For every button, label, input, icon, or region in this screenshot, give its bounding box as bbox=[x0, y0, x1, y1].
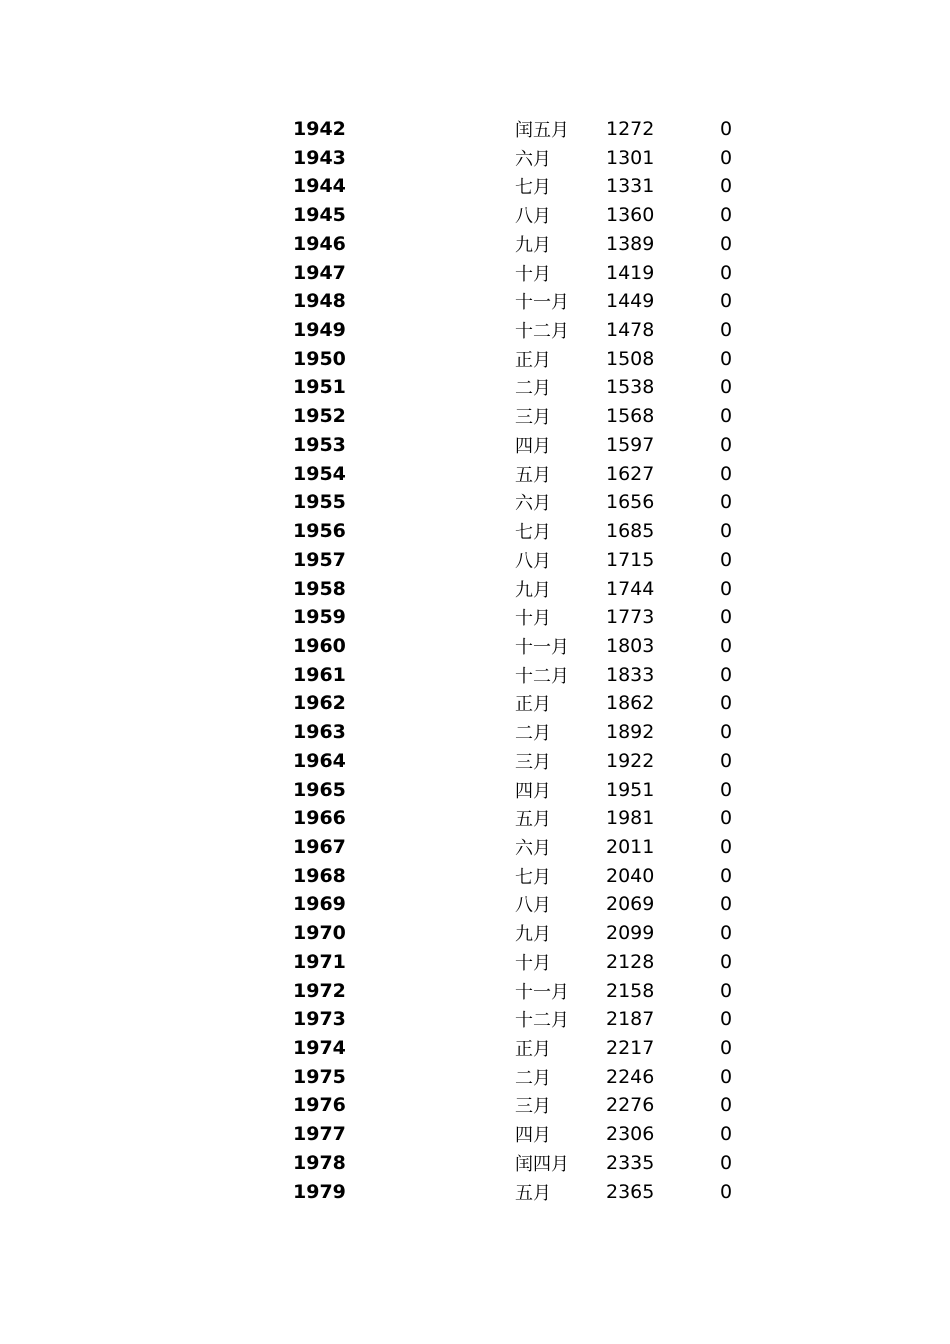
value-cell: 1685 bbox=[606, 520, 655, 543]
year-cell: 1976 bbox=[293, 1094, 346, 1117]
month-cell: 三月 bbox=[515, 1096, 551, 1118]
year-cell: 1956 bbox=[293, 520, 346, 543]
flag-cell: 0 bbox=[720, 118, 733, 140]
month-cell: 八月 bbox=[515, 550, 551, 572]
flag-cell: 0 bbox=[720, 634, 733, 657]
table-row bbox=[0, 919, 950, 948]
value-cell: 1508 bbox=[606, 347, 655, 370]
month-cell: 正月 bbox=[515, 694, 551, 716]
month-cell: 闰五月 bbox=[515, 120, 569, 141]
flag-cell: 0 bbox=[720, 778, 733, 801]
year-cell: 1972 bbox=[293, 979, 346, 1002]
month-cell: 二月 bbox=[515, 1067, 551, 1089]
month-cell: 十一月 bbox=[515, 292, 569, 314]
table-row bbox=[0, 689, 950, 718]
month-cell: 十月 bbox=[515, 263, 551, 285]
table-row bbox=[0, 862, 950, 891]
flag-cell: 0 bbox=[720, 520, 733, 543]
table-row bbox=[0, 747, 950, 776]
year-cell: 1970 bbox=[293, 922, 346, 945]
flag-cell: 0 bbox=[720, 1008, 733, 1031]
flag-cell: 0 bbox=[720, 1180, 733, 1203]
flag-cell: 0 bbox=[720, 462, 733, 485]
table-row bbox=[0, 517, 950, 546]
year-cell: 1977 bbox=[293, 1123, 346, 1146]
flag-cell: 0 bbox=[720, 232, 733, 255]
value-cell: 2306 bbox=[606, 1123, 655, 1146]
flag-cell: 0 bbox=[720, 433, 733, 456]
flag-cell: 0 bbox=[720, 290, 733, 313]
year-cell: 1966 bbox=[293, 807, 346, 830]
year-cell: 1953 bbox=[293, 433, 346, 456]
month-cell: 五月 bbox=[515, 1182, 551, 1204]
year-cell: 1979 bbox=[293, 1180, 346, 1203]
value-cell: 1301 bbox=[606, 146, 655, 169]
value-cell: 1597 bbox=[606, 433, 655, 456]
year-cell: 1958 bbox=[293, 577, 346, 600]
year-cell: 1947 bbox=[293, 261, 346, 284]
flag-cell: 0 bbox=[720, 175, 733, 198]
value-cell: 1538 bbox=[606, 376, 655, 399]
table-row bbox=[0, 804, 950, 833]
value-cell: 2099 bbox=[606, 922, 655, 945]
year-cell: 1967 bbox=[293, 835, 346, 858]
table-row bbox=[0, 977, 950, 1006]
table-row bbox=[0, 402, 950, 431]
value-cell: 1419 bbox=[606, 261, 655, 284]
year-cell: 1957 bbox=[293, 548, 346, 571]
month-cell: 四月 bbox=[515, 780, 551, 802]
year-cell: 1963 bbox=[293, 721, 346, 744]
value-cell: 1773 bbox=[606, 606, 655, 629]
flag-cell: 0 bbox=[720, 204, 733, 227]
year-cell: 1943 bbox=[293, 146, 346, 169]
table-row bbox=[0, 230, 950, 259]
value-cell: 1656 bbox=[606, 491, 655, 514]
flag-cell: 0 bbox=[720, 1123, 733, 1146]
table-row bbox=[0, 948, 950, 977]
value-cell: 1744 bbox=[606, 577, 655, 600]
flag-cell: 0 bbox=[720, 749, 733, 772]
flag-cell: 0 bbox=[720, 405, 733, 428]
month-cell: 五月 bbox=[515, 809, 551, 831]
year-cell: 1952 bbox=[293, 405, 346, 428]
month-cell: 九月 bbox=[515, 579, 551, 601]
flag-cell: 0 bbox=[720, 922, 733, 945]
flag-cell: 0 bbox=[720, 548, 733, 571]
flag-cell: 0 bbox=[720, 376, 733, 399]
month-cell: 闰四月 bbox=[515, 1153, 569, 1175]
table-row bbox=[0, 603, 950, 632]
year-cell: 1950 bbox=[293, 347, 346, 370]
year-cell: 1948 bbox=[293, 290, 346, 313]
value-cell: 1803 bbox=[606, 634, 655, 657]
flag-cell: 0 bbox=[720, 577, 733, 600]
year-cell: 1971 bbox=[293, 950, 346, 973]
flag-cell: 0 bbox=[720, 893, 733, 916]
month-cell: 十二月 bbox=[515, 321, 569, 343]
month-cell: 七月 bbox=[515, 866, 551, 888]
value-cell: 2011 bbox=[606, 835, 655, 858]
month-cell: 六月 bbox=[515, 493, 551, 515]
value-cell: 1951 bbox=[606, 778, 655, 801]
month-cell: 十月 bbox=[515, 608, 551, 630]
table-row bbox=[0, 172, 950, 201]
year-cell: 1969 bbox=[293, 893, 346, 916]
month-cell: 三月 bbox=[515, 751, 551, 773]
table-row bbox=[0, 718, 950, 747]
month-cell: 四月 bbox=[515, 1125, 551, 1147]
table-row bbox=[0, 373, 950, 402]
month-cell: 七月 bbox=[515, 522, 551, 544]
table-row bbox=[0, 1120, 950, 1149]
value-cell: 2246 bbox=[606, 1065, 655, 1088]
value-cell: 2158 bbox=[606, 979, 655, 1002]
value-cell: 2365 bbox=[606, 1180, 655, 1203]
table-row bbox=[0, 1005, 950, 1034]
table-row bbox=[0, 287, 950, 316]
month-cell: 六月 bbox=[515, 837, 551, 859]
flag-cell: 0 bbox=[720, 347, 733, 370]
flag-cell: 0 bbox=[720, 1037, 733, 1059]
value-cell: 2217 bbox=[606, 1037, 655, 1059]
value-cell: 1922 bbox=[606, 749, 655, 772]
month-cell: 八月 bbox=[515, 206, 551, 228]
month-cell: 二月 bbox=[515, 723, 551, 745]
table-row bbox=[0, 833, 950, 862]
month-cell: 四月 bbox=[515, 435, 551, 457]
flag-cell: 0 bbox=[720, 319, 733, 342]
flag-cell: 0 bbox=[720, 721, 733, 744]
flag-cell: 0 bbox=[720, 606, 733, 629]
year-cell: 1955 bbox=[293, 491, 346, 514]
table-row bbox=[0, 115, 950, 144]
table-row bbox=[0, 431, 950, 460]
value-cell: 1449 bbox=[606, 290, 655, 313]
table-row bbox=[0, 776, 950, 805]
table-row bbox=[0, 259, 950, 288]
value-cell: 1862 bbox=[606, 692, 655, 715]
month-cell: 六月 bbox=[515, 148, 551, 170]
year-cell: 1968 bbox=[293, 864, 346, 887]
year-cell: 1961 bbox=[293, 663, 346, 686]
table-row bbox=[0, 1178, 950, 1207]
flag-cell: 0 bbox=[720, 261, 733, 284]
table-row bbox=[0, 575, 950, 604]
month-cell: 七月 bbox=[515, 177, 551, 199]
year-cell: 1946 bbox=[293, 232, 346, 255]
value-cell: 2040 bbox=[606, 864, 655, 887]
table-row bbox=[0, 144, 950, 173]
flag-cell: 0 bbox=[720, 146, 733, 169]
value-cell: 2128 bbox=[606, 950, 655, 973]
month-cell: 三月 bbox=[515, 407, 551, 429]
table-row bbox=[0, 460, 950, 489]
table-row bbox=[0, 345, 950, 374]
year-cell: 1973 bbox=[293, 1008, 346, 1031]
year-cell: 1975 bbox=[293, 1065, 346, 1088]
value-cell: 1627 bbox=[606, 462, 655, 485]
year-cell: 1978 bbox=[293, 1151, 346, 1174]
value-cell: 1272 bbox=[606, 118, 655, 140]
table-row bbox=[0, 546, 950, 575]
flag-cell: 0 bbox=[720, 692, 733, 715]
data-table bbox=[0, 115, 950, 1206]
table-row bbox=[0, 661, 950, 690]
flag-cell: 0 bbox=[720, 979, 733, 1002]
flag-cell: 0 bbox=[720, 807, 733, 830]
table-row bbox=[0, 1149, 950, 1178]
table-row bbox=[0, 1063, 950, 1092]
value-cell: 2276 bbox=[606, 1094, 655, 1117]
flag-cell: 0 bbox=[720, 950, 733, 973]
value-cell: 1478 bbox=[606, 319, 655, 342]
value-cell: 1833 bbox=[606, 663, 655, 686]
month-cell: 八月 bbox=[515, 895, 551, 917]
table-row bbox=[0, 316, 950, 345]
month-cell: 十月 bbox=[515, 952, 551, 974]
flag-cell: 0 bbox=[720, 1094, 733, 1117]
year-cell: 1942 bbox=[293, 118, 346, 140]
table-row bbox=[0, 1091, 950, 1120]
year-cell: 1965 bbox=[293, 778, 346, 801]
table-row bbox=[0, 201, 950, 230]
value-cell: 1981 bbox=[606, 807, 655, 830]
table-row bbox=[0, 1034, 950, 1063]
month-cell: 十一月 bbox=[515, 981, 569, 1003]
year-cell: 1959 bbox=[293, 606, 346, 629]
value-cell: 1568 bbox=[606, 405, 655, 428]
month-cell: 正月 bbox=[515, 1039, 551, 1060]
value-cell: 2069 bbox=[606, 893, 655, 916]
value-cell: 2187 bbox=[606, 1008, 655, 1031]
flag-cell: 0 bbox=[720, 1065, 733, 1088]
value-cell: 1331 bbox=[606, 175, 655, 198]
year-cell: 1954 bbox=[293, 462, 346, 485]
value-cell: 1360 bbox=[606, 204, 655, 227]
value-cell: 1715 bbox=[606, 548, 655, 571]
flag-cell: 0 bbox=[720, 1151, 733, 1174]
year-cell: 1949 bbox=[293, 319, 346, 342]
table-row bbox=[0, 632, 950, 661]
year-cell: 1960 bbox=[293, 634, 346, 657]
month-cell: 十二月 bbox=[515, 1010, 569, 1032]
flag-cell: 0 bbox=[720, 491, 733, 514]
month-cell: 五月 bbox=[515, 464, 551, 486]
table-row bbox=[0, 890, 950, 919]
month-cell: 九月 bbox=[515, 234, 551, 256]
month-cell: 二月 bbox=[515, 378, 551, 400]
value-cell: 1892 bbox=[606, 721, 655, 744]
value-cell: 2335 bbox=[606, 1151, 655, 1174]
month-cell: 九月 bbox=[515, 924, 551, 946]
year-cell: 1962 bbox=[293, 692, 346, 715]
month-cell: 十二月 bbox=[515, 665, 569, 687]
year-cell: 1951 bbox=[293, 376, 346, 399]
table-row bbox=[0, 488, 950, 517]
year-cell: 1944 bbox=[293, 175, 346, 198]
year-cell: 1945 bbox=[293, 204, 346, 227]
year-cell: 1964 bbox=[293, 749, 346, 772]
flag-cell: 0 bbox=[720, 835, 733, 858]
year-cell: 1974 bbox=[293, 1037, 346, 1059]
month-cell: 正月 bbox=[515, 349, 551, 371]
flag-cell: 0 bbox=[720, 663, 733, 686]
flag-cell: 0 bbox=[720, 864, 733, 887]
month-cell: 十一月 bbox=[515, 636, 569, 658]
value-cell: 1389 bbox=[606, 232, 655, 255]
